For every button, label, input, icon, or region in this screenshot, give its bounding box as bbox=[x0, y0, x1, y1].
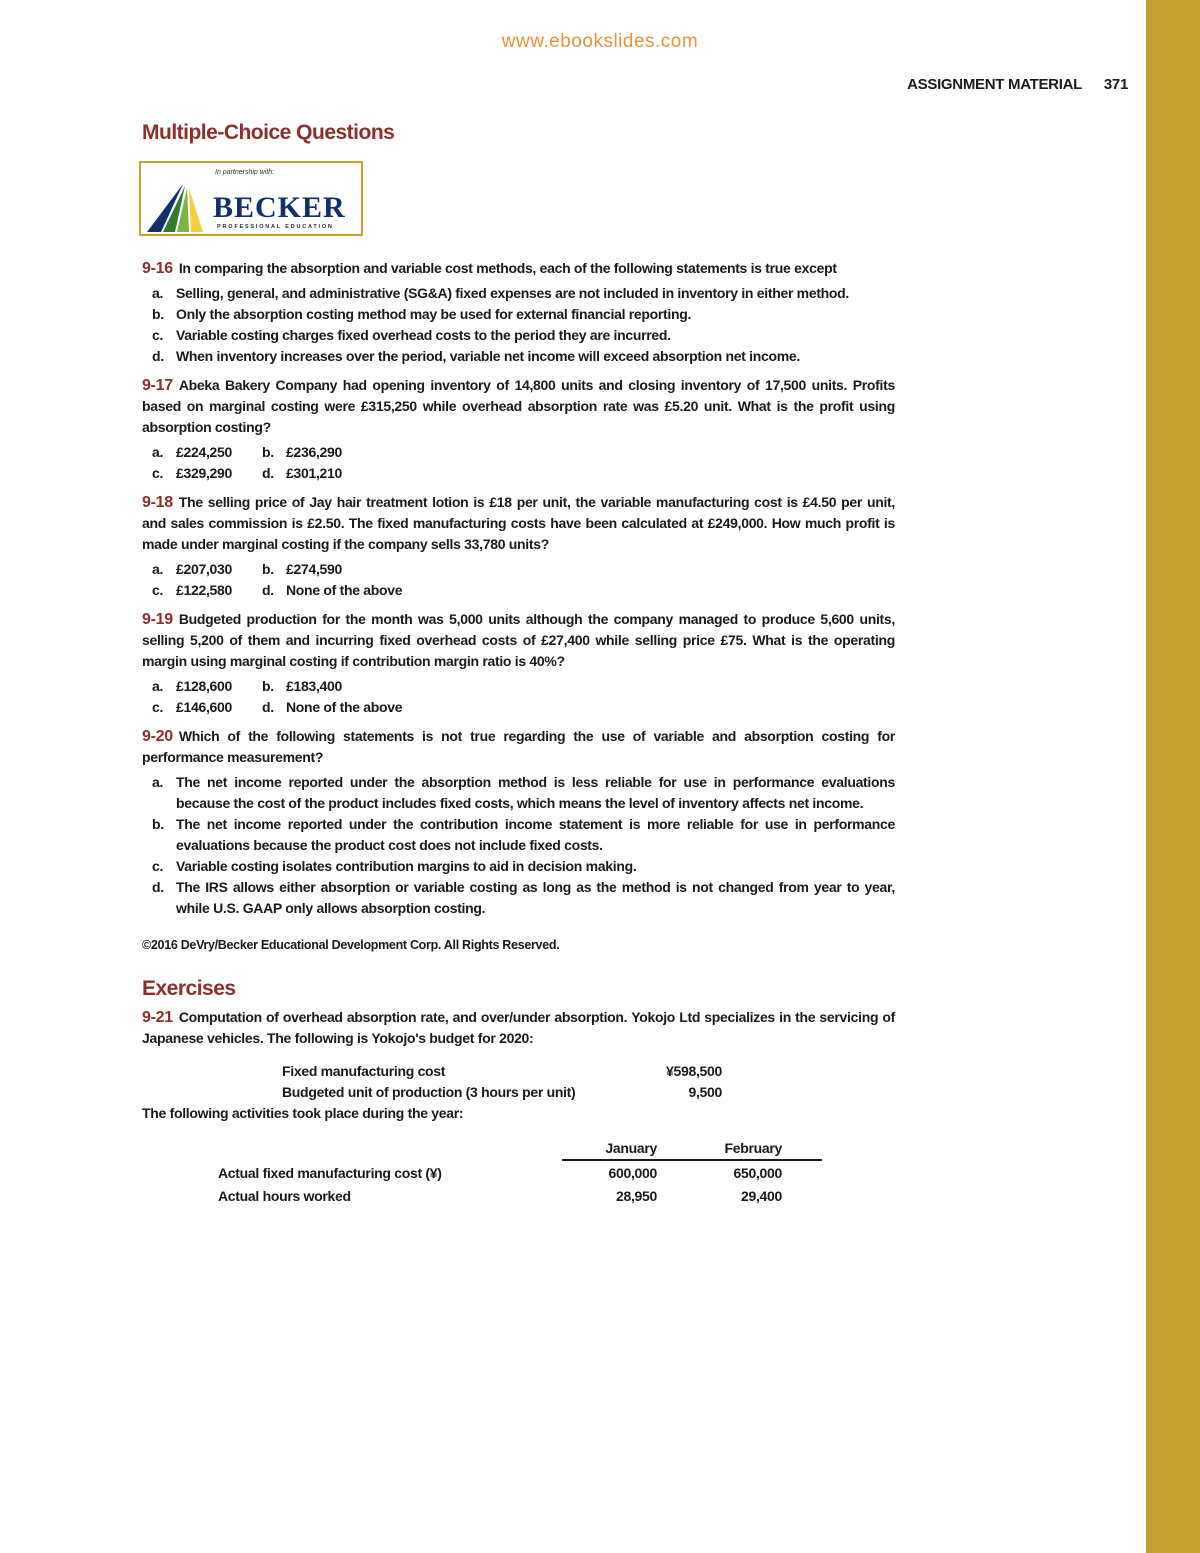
option-text: £236,290 bbox=[286, 444, 342, 460]
option bbox=[142, 304, 895, 325]
budget-label: Budgeted unit of production (3 hours per unit) bbox=[282, 1084, 576, 1100]
exercises-section-title: Exercises bbox=[142, 977, 236, 1000]
option-text: Selling, general, and administrative (SG&A) fixed expenses are not included in inventory in either method. bbox=[176, 285, 850, 301]
option-letter: d. bbox=[262, 465, 274, 481]
option-letter: d. bbox=[262, 699, 274, 715]
option-letter: c. bbox=[152, 699, 164, 715]
option-text: Only the absorption costing method may be used for external financial reporting. bbox=[176, 306, 692, 322]
option-text: £301,210 bbox=[286, 465, 342, 481]
becker-swoosh-icon bbox=[145, 180, 211, 234]
option-text: £224,250 bbox=[176, 444, 232, 460]
table-cell: 29,400 bbox=[740, 1188, 782, 1204]
page-content bbox=[142, 258, 895, 1207]
option-text: The IRS allows either absorption or variable costing as long as the method is not changed from year to year, while U.S. GAAP only allows absorption costing. bbox=[176, 879, 895, 916]
option-grid bbox=[152, 442, 895, 484]
option-text: £207,030 bbox=[176, 561, 232, 577]
logo-wordmark: BECKER bbox=[213, 191, 346, 224]
option-letter: b. bbox=[262, 561, 274, 577]
exercise-number: 9-21 bbox=[142, 1009, 173, 1026]
option bbox=[142, 283, 895, 304]
option-text: £183,400 bbox=[286, 678, 342, 694]
table-cell: 600,000 bbox=[608, 1165, 657, 1181]
table-header-row bbox=[218, 1138, 822, 1160]
option bbox=[262, 676, 462, 697]
table-row bbox=[218, 1160, 822, 1184]
logo-tagline: PROFESSIONAL EDUCATION bbox=[217, 224, 334, 230]
table-row bbox=[218, 1184, 822, 1207]
table-header-cell: January bbox=[562, 1138, 657, 1160]
exercise-heading: Computation of overhead absorption rate, and over/under absorption. bbox=[178, 1009, 628, 1025]
exercise-9-21 bbox=[142, 1007, 895, 1207]
table-header-blank bbox=[218, 1138, 562, 1160]
option bbox=[142, 814, 895, 856]
option-text: £122,580 bbox=[176, 582, 232, 598]
watermark[interactable]: www.ebookslides.com bbox=[501, 31, 699, 52]
option-letter: b. bbox=[152, 306, 164, 322]
table-cell: 650,000 bbox=[733, 1165, 782, 1181]
option-letter: a. bbox=[152, 444, 164, 460]
question-text: Budgeted production for the month was 5,000 units although the company managed to produce 5,600 units, selling 5,200 of them and incurring fixed overhead costs of £27,400 while selling price £75. What is the operating margin using marginal costing if contribution margin ratio is 40%? bbox=[142, 611, 895, 669]
copyright-notice: ©2016 DeVry/Becker Educational Development Corp. All Rights Reserved. bbox=[142, 938, 560, 952]
option bbox=[262, 442, 462, 463]
option-letter: d. bbox=[152, 879, 164, 895]
question-number: 9-19 bbox=[142, 611, 173, 628]
running-head-section: ASSIGNMENT MATERIAL bbox=[907, 76, 1082, 93]
question-number: 9-17 bbox=[142, 377, 173, 394]
option-text: When inventory increases over the period, variable net income will exceed absorption net income. bbox=[176, 348, 800, 364]
option bbox=[152, 463, 262, 484]
option-text: The net income reported under the absorption method is less reliable for use in performance evaluations because the cost of the product includes fixed costs, which means the level of inventory affects net income. bbox=[176, 774, 895, 811]
option bbox=[152, 559, 262, 580]
becker-logo bbox=[139, 161, 363, 236]
option-letter: b. bbox=[262, 444, 274, 460]
question-9-18 bbox=[142, 492, 895, 601]
question-number: 9-16 bbox=[142, 260, 173, 277]
option bbox=[152, 697, 262, 718]
option bbox=[262, 463, 462, 484]
option-letter: b. bbox=[262, 678, 274, 694]
question-text: Abeka Bakery Company had opening inventory of 14,800 units and closing inventory of 17,500 units. Profits based on marginal costing were £315,250 while overhead absorption rate was £5.20 unit. What is the profit using absorption costing? bbox=[142, 377, 895, 435]
option-letter: a. bbox=[152, 285, 164, 301]
option-letter: a. bbox=[152, 561, 164, 577]
page-number: 371 bbox=[1103, 76, 1128, 93]
budget-row bbox=[282, 1061, 722, 1082]
question-number: 9-18 bbox=[142, 494, 173, 511]
option-letter: d. bbox=[152, 348, 164, 364]
option-text: £329,290 bbox=[176, 465, 232, 481]
option bbox=[142, 856, 895, 877]
option bbox=[142, 772, 895, 814]
table-row-label: Actual hours worked bbox=[218, 1188, 351, 1204]
question-text: The selling price of Jay hair treatment lotion is £18 per unit, the variable manufacturing cost is £4.50 per unit, and sales commission is £2.50. The fixed manufacturing costs have been calculated at £249,000. How much profit is made under marginal costing if the company sells 33,780 units? bbox=[142, 494, 895, 552]
budget-table bbox=[282, 1061, 722, 1103]
budget-label: Fixed manufacturing cost bbox=[282, 1063, 446, 1079]
option-text: None of the above bbox=[286, 699, 403, 715]
option-text: Variable costing charges fixed overhead costs to the period they are incurred. bbox=[176, 327, 671, 343]
option bbox=[142, 325, 895, 346]
table-row-label: Actual fixed manufacturing cost (¥) bbox=[218, 1164, 442, 1181]
option-letter: c. bbox=[152, 465, 164, 481]
question-number: 9-20 bbox=[142, 728, 173, 745]
budget-value: ¥598,500 bbox=[666, 1063, 722, 1079]
option-list bbox=[142, 283, 895, 367]
question-text: In comparing the absorption and variable cost methods, each of the following statements is true except bbox=[178, 260, 837, 276]
option bbox=[152, 442, 262, 463]
mcq-section-title: Multiple-Choice Questions bbox=[142, 121, 395, 144]
option-letter: b. bbox=[152, 816, 164, 832]
option-text: None of the above bbox=[286, 582, 403, 598]
option-letter: c. bbox=[152, 327, 164, 343]
question-9-20 bbox=[142, 726, 895, 919]
option bbox=[262, 580, 462, 601]
option-list bbox=[142, 772, 895, 919]
option bbox=[142, 877, 895, 919]
question-9-17 bbox=[142, 375, 895, 484]
option bbox=[262, 559, 462, 580]
table-header-cell: February bbox=[657, 1138, 822, 1160]
option-letter: a. bbox=[152, 678, 164, 694]
option bbox=[152, 580, 262, 601]
option-text: £128,600 bbox=[176, 678, 232, 694]
table-cell: 28,950 bbox=[615, 1188, 657, 1204]
option-text: £274,590 bbox=[286, 561, 342, 577]
question-9-19 bbox=[142, 609, 895, 718]
budget-row bbox=[282, 1082, 722, 1103]
option-grid bbox=[152, 559, 895, 601]
activities-table bbox=[218, 1138, 822, 1207]
option-letter: c. bbox=[152, 582, 164, 598]
option-text: Variable costing isolates contribution margins to aid in decision making. bbox=[176, 858, 637, 874]
option bbox=[142, 346, 895, 367]
option-letter: a. bbox=[152, 774, 164, 790]
question-text: Which of the following statements is not true regarding the use of variable and absorption costing for performance measurement? bbox=[142, 728, 895, 765]
logo-partner-text: In partnership with: bbox=[215, 169, 275, 176]
option-text: The net income reported under the contribution income statement is more reliable for use in performance evaluations because the product cost does not include fixed costs. bbox=[176, 816, 895, 853]
option-letter: c. bbox=[152, 858, 164, 874]
option-letter: d. bbox=[262, 582, 274, 598]
option bbox=[152, 676, 262, 697]
page-edge-bar bbox=[1146, 0, 1200, 1553]
budget-value: 9,500 bbox=[688, 1084, 722, 1100]
question-9-16 bbox=[142, 258, 895, 367]
running-head bbox=[907, 76, 1128, 93]
activities-intro: The following activities took place during the year: bbox=[142, 1105, 464, 1121]
exercise-text: Yokojo Ltd specializes in the servicing of Japanese vehicles. The following is Yokojo's budget for 2020: bbox=[142, 1009, 895, 1046]
option bbox=[262, 697, 462, 718]
option-text: £146,600 bbox=[176, 699, 232, 715]
option-grid bbox=[152, 676, 895, 718]
